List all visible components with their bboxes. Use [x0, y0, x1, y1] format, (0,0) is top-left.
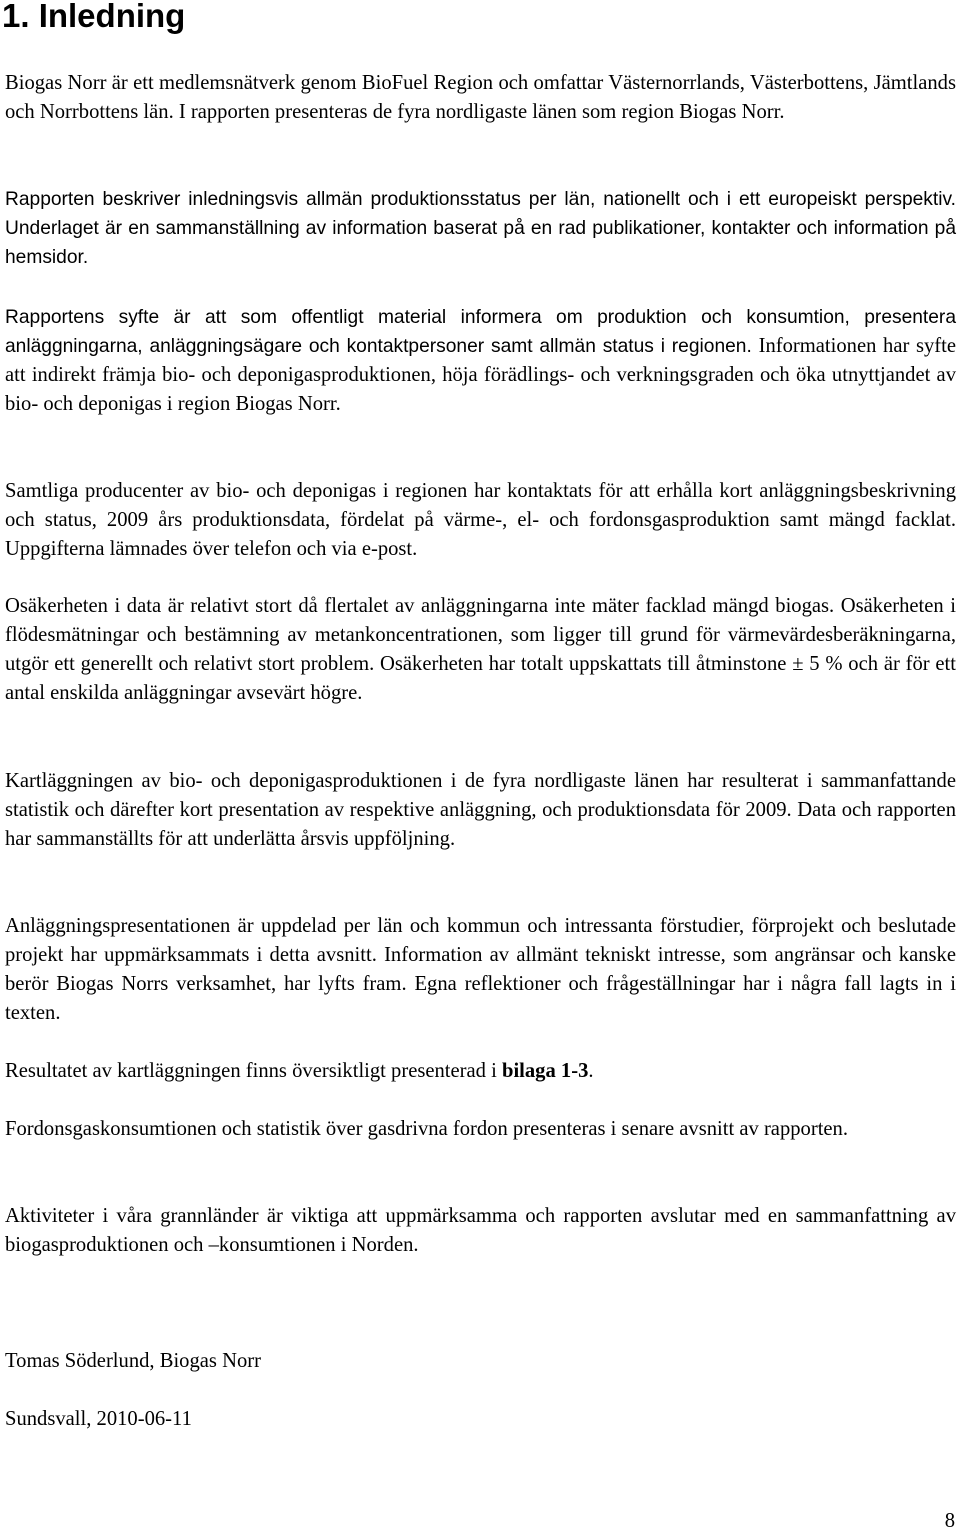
signature-author: Tomas Söderlund, Biogas Norr — [5, 1350, 261, 1372]
paragraph-mapping: Kartläggningen av bio- och deponigasproduktionen i de fyra nordligaste länen har resulterat i sammanfattande statistik och därefter kort presentation av respektive anläggning, och produktionsdata för 2009. Data och rapporten har sammanställts för att underlätta årsvis uppföljning. — [5, 770, 956, 850]
paragraph-producers: Samtliga producenter av bio- och deponigas i regionen har kontaktats för att erhålla kort anläggningsbeskrivning och status, 2009 års produktionsdata, fördelat på värme-, el- och fordonsgasproduktion samt mängd facklat. Uppgifterna lämnades över telefon och via e-post. — [5, 480, 956, 560]
paragraph-purpose-part2: Informationen har syfte att indirekt främja bio- och deponigasproduktionen, höja förädlings- och verkningsgraden och öka utnyttjandet av bio- och deponigas i region Biogas Norr. — [5, 335, 956, 415]
appendix-reference: bilaga 1-3 — [501, 1060, 589, 1082]
page-number: 8 — [944, 1510, 955, 1532]
paragraph-vehicle-gas: Fordonsgaskonsumtionen och statistik över gasdrivna fordon presenteras i senare avsnitt av rapporten. — [5, 1118, 848, 1140]
results-text: Resultatet av kartläggningen finns översiktligt presenterad i — [5, 1060, 502, 1082]
paragraph-neighbouring-countries: Aktiviteter i våra grannländer är viktiga att uppmärksamma och rapporten avslutar med en sammanfattning av biogasproduktionen och –konsumtionen i Norden. — [5, 1205, 956, 1256]
paragraph-uncertainty: Osäkerheten i data är relativt stort då flertalet av anläggningarna inte mäter facklad mängd biogas. Osäkerheten i flödesmätningar och bestämning av metankoncentrationen, som ligger till grund för värmevärdesberäkningarna, utgör ett generellt och relativt stort problem. Osäkerheten har totalt uppskattats till åtminstone ± 5 % och är för ett antal enskilda anläggningar avsevärt högre. — [5, 595, 956, 704]
paragraph-plant-presentation: Anläggningspresentationen är uppdelad per län och kommun och intressanta förstudier, förprojekt och beslutade projekt har uppmärksammats i detta avsnitt. Information av allmänt tekniskt intresse, som angränsar och kanske berör Biogas Norrs verksamhet, har lyfts fram. Egna reflektioner och frågeställningar har i några fall lagts in i texten. — [5, 915, 956, 1024]
paragraph-report-description: Rapporten beskriver inledningsvis allmän produktionsstatus per län, nationellt och i ett europeiskt perspektiv. Underlaget är en sammanställning av information baserat på en rad publikationer, kontakter och information på hemsidor. — [5, 189, 956, 268]
signature-place-date: Sundsvall, 2010-06-11 — [5, 1408, 192, 1430]
paragraph-purpose — [5, 303, 956, 419]
section-heading: 1. Inledning — [2, 0, 186, 34]
paragraph-purpose-part1: Rapportens syfte är att som offentligt material informera om produktion och konsumtion, presentera anläggningarna, anläggningsägare och kontaktpersoner samt allmän status i regionen. — [5, 307, 956, 357]
paragraph-results — [5, 1057, 956, 1086]
results-text-end: . — [588, 1060, 594, 1082]
paragraph-intro: Biogas Norr är ett medlemsnätverk genom BioFuel Region och omfattar Västernorrlands, Västerbottens, Jämtlands och Norrbottens län. I rapporten presenteras de fyra nordligaste länen som region Biogas Norr. — [5, 72, 956, 123]
